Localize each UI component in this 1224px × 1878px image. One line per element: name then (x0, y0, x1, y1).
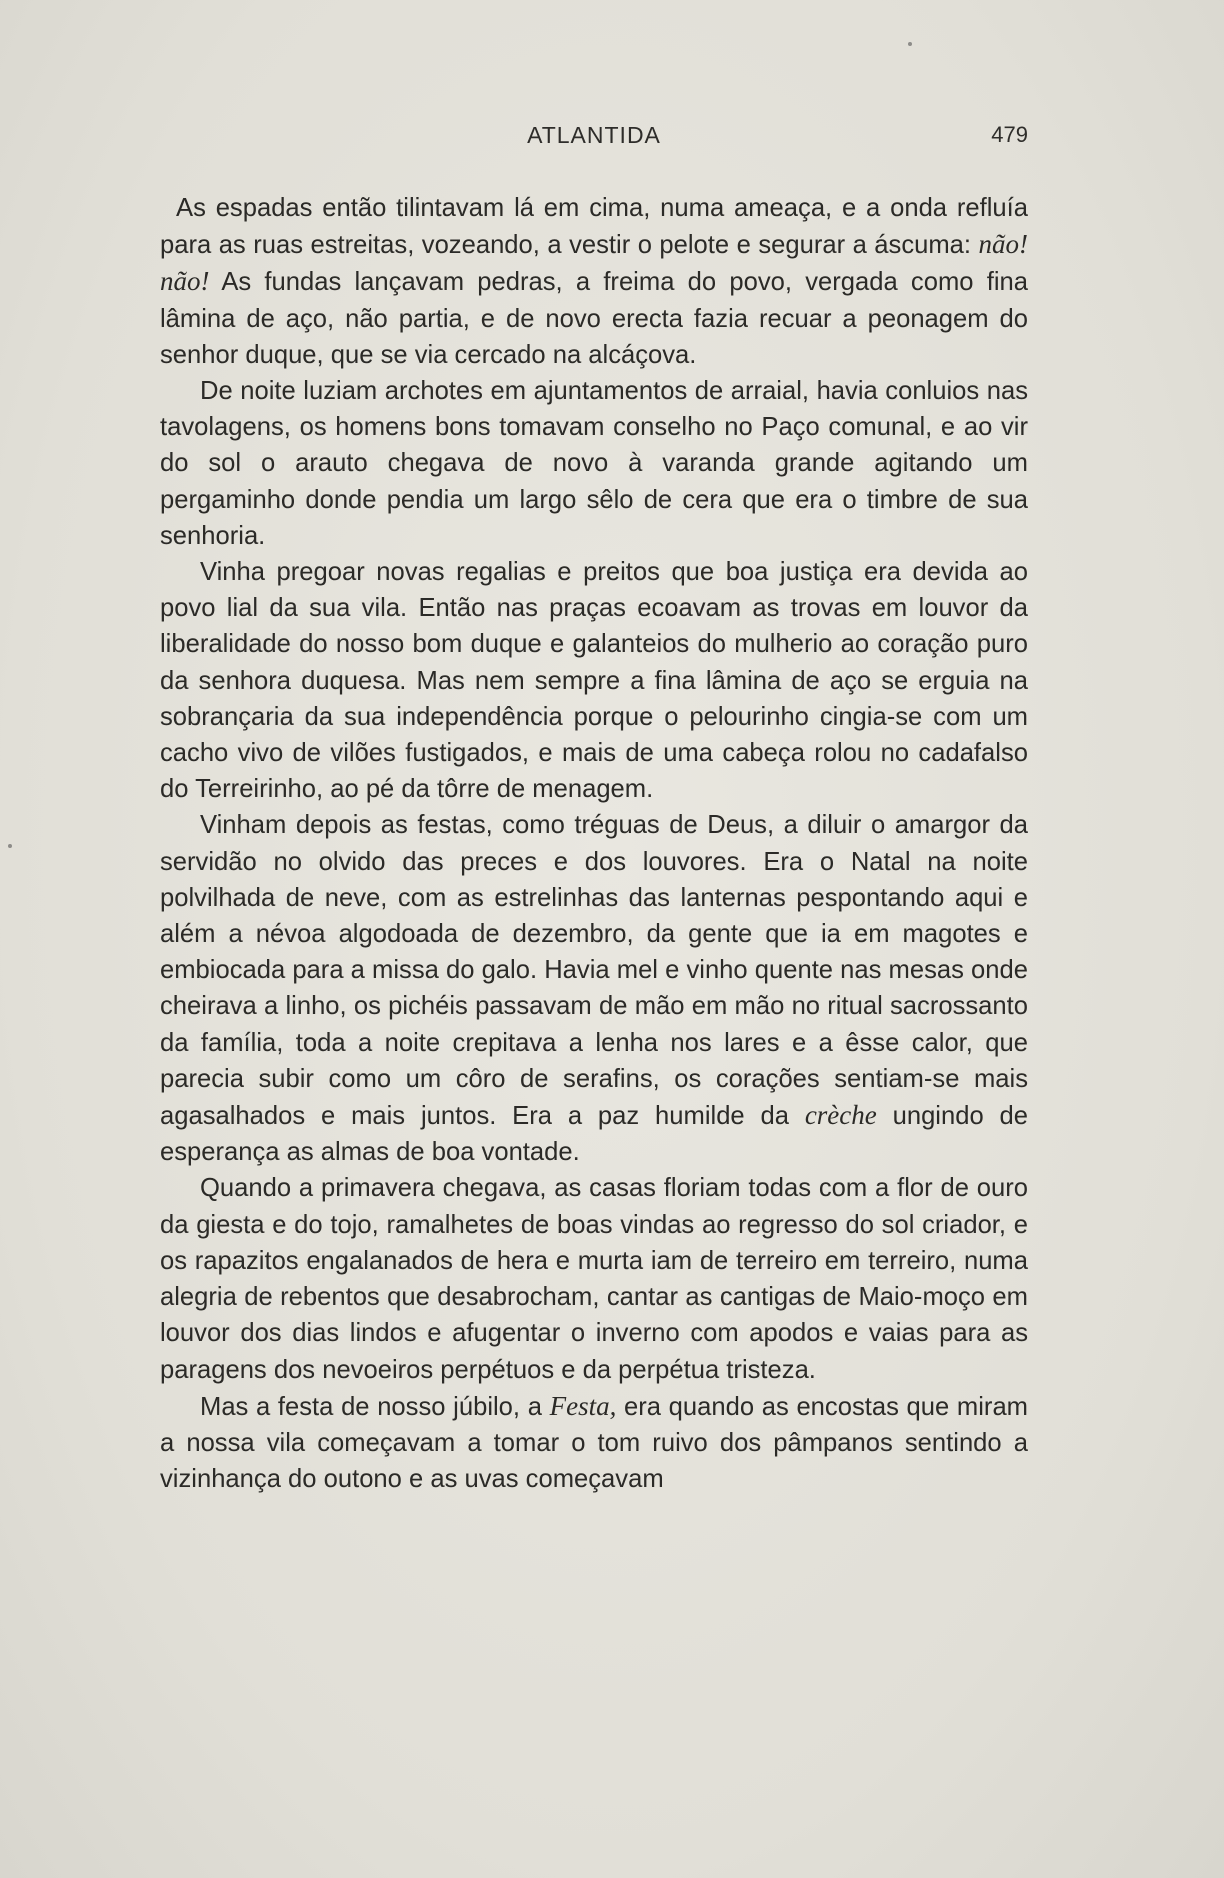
text-run: ungindo de esperança as almas de boa vontade. (160, 1102, 1029, 1167)
paragraph (160, 1388, 1028, 1498)
print-speck (908, 42, 912, 46)
running-head (160, 122, 1028, 154)
text-run: As fundas lançavam pedras, a freima do povo, vergada como fina lâmina de aço, não partia, e de novo erecta fazia recuar a peonagem do senhor duque, que se via cercado na alcáçova. (160, 268, 1028, 369)
text-run: As espadas então tilintavam lá em cima, numa ameaça, e a onda refluía para as ruas estreitas, vozeando, a vestir o pelote e segurar a áscuma: (160, 194, 1028, 260)
paragraph (160, 373, 1028, 554)
running-title: ATLANTIDA (527, 122, 661, 148)
text-run: Quando a primavera chegava, as casas floriam todas com a flor de ouro da giesta e do tojo, ramalhetes de boas vindas ao regresso do sol criador, e os rapazitos engalanados de hera e murta iam de terreiro em terreiro, numa alegria de rebentos que desabrocham, cantar as cantigas de Maio-moço em louvor dos dias lindos e afugentar o inverno com apodos e vaias para as paragens dos nevoeiros perpétuos e da perpétua tristeza. (160, 1174, 1028, 1384)
text-run: Vinha pregoar novas regalias e preitos que boa justiça era devida ao povo lial da sua vila. Então nas praças ecoavam as trovas em louvor da liberalidade do nosso bom duque e galanteios do mulherio ao coração puro da senhora duquesa. Mas nem sempre a fina lâmina de aço se erguia na sobrançaria da sua independência porque o pelourinho cingia-se com um cacho vivo de vilões fustigados, e mais de uma cabeça rolou no cadafalso do Terreirinho, ao pé da tôrre de menagem. (160, 558, 1028, 804)
page-number: 479 (991, 122, 1028, 147)
text-run: De noite luziam archotes em ajuntamentos de arraial, havia conluios nas tavolagens, os homens bons tomavam conselho no Paço comunal, e ao vir do sol o arauto chegava de novo à varanda grande agitando um pergaminho donde pendia um largo sêlo de cera que era o timbre de sua senhoria. (160, 377, 1028, 550)
paragraph (160, 1170, 1028, 1387)
paragraph (160, 807, 1028, 1170)
text-run: Mas a festa de nosso júbilo, a (200, 1392, 550, 1421)
body-text (160, 190, 1028, 1497)
print-speck (8, 844, 12, 848)
paragraph (160, 190, 1028, 373)
paragraph (160, 554, 1028, 807)
italic-text: Festa, (549, 1390, 617, 1421)
italic-text: não! não! (160, 229, 1028, 297)
text-run: Vinham depois as festas, como tréguas de Deus, a diluir o amargor da servidão no olvido das preces e dos louvores. Era o Natal na noite polvilhada de neve, com as estrelinhas das lanternas pespontando aqui e além a névoa algodoada de dezembro, da gente que ia em magotes e embiocada para a missa do galo. Havia mel e vinho quente nas mesas onde cheirava a linho, os pichéis passavam de mão em mão no ritual sacrossanto da família, toda a noite crepitava a lenha nos lares e a êsse calor, que parecia subir como um côro de serafins, os corações sentiam-se mais agasalhados e mais juntos. Era a paz humilde da (160, 811, 1028, 1131)
italic-text: crèche (804, 1100, 877, 1131)
text-run: era quando as encostas que miram a nossa vila começavam a tomar o tom ruivo dos pâmpanos sentindo a vizinhança do outono e as uvas começavam (160, 1392, 1028, 1494)
